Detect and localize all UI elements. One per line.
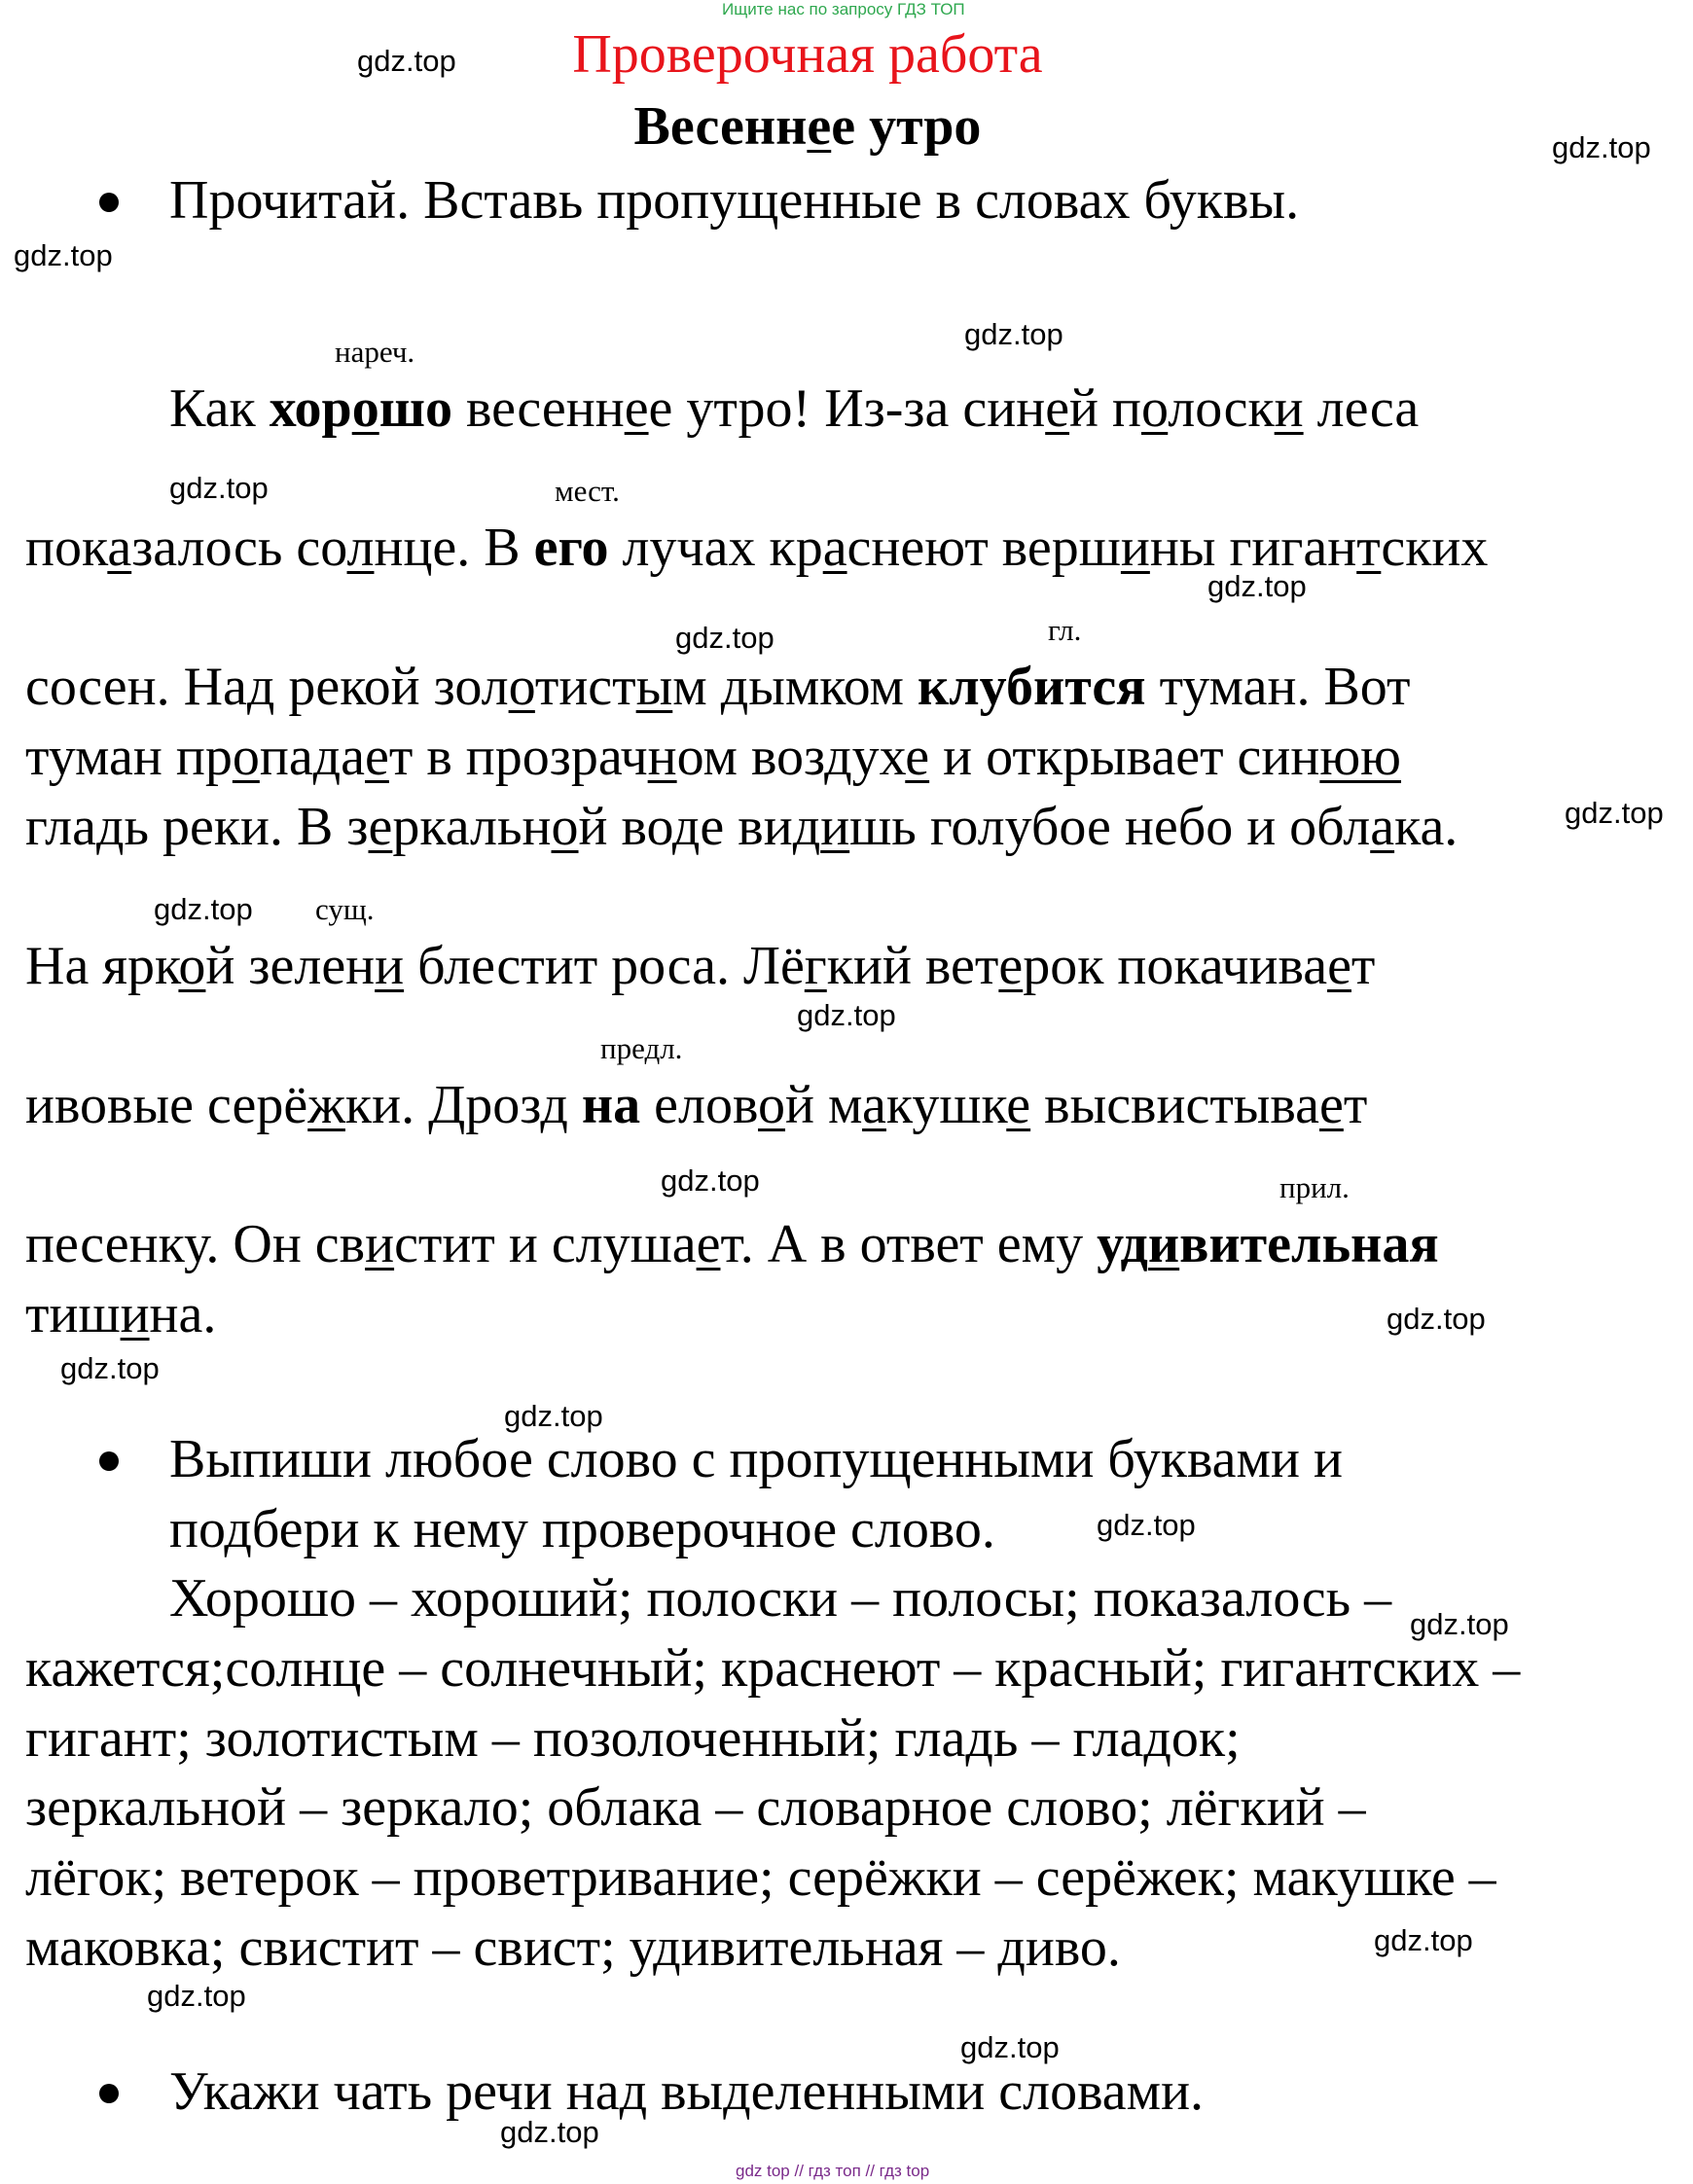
watermark: gdz.top: [500, 2115, 599, 2149]
watermark: gdz.top: [1565, 796, 1664, 830]
story-line: сосен. Над рекой золотистым дымком клубится туман. Вот: [25, 657, 1411, 717]
story-line: туман пропадает в прозрачном воздухе и открывает синюю: [25, 727, 1402, 787]
watermark: gdz.top: [1207, 569, 1307, 603]
watermark: gdz.top: [60, 1351, 160, 1385]
task-2: подбери к нему проверочное слово.: [169, 1499, 995, 1559]
watermark: gdz.top: [1097, 1508, 1196, 1542]
watermark: gdz.top: [1387, 1302, 1486, 1336]
watermark: gdz.top: [960, 2030, 1060, 2064]
watermark: gdz.top: [169, 471, 269, 505]
story-line: Как хорошо весеннее утро! Из-за синей полоски леса: [169, 378, 1420, 439]
top-banner: Ищите нас по запросу ГДЗ ТОП: [722, 0, 965, 18]
pos-label: нареч.: [335, 335, 415, 369]
bullet-icon: [99, 1451, 119, 1471]
answer-line: маковка; свистит – свист; удивительная – диво.: [25, 1917, 1121, 1978]
watermark: gdz.top: [675, 621, 774, 655]
watermark: gdz.top: [154, 892, 253, 926]
watermark: gdz.top: [661, 1164, 760, 1198]
pos-label: предл.: [600, 1031, 683, 1065]
story-line: На яркой зелени блестит роса. Лёгкий ветерок покачивает: [25, 936, 1376, 996]
story-line: ивовые серёжки. Дрозд на еловой макушке высвистывает: [25, 1075, 1368, 1135]
bullet-icon: [99, 193, 119, 212]
watermark: gdz.top: [797, 998, 896, 1032]
story-line: тишина.: [25, 1284, 217, 1344]
story-line: гладь реки. В зеркальной воде видишь голубое небо и облака.: [25, 797, 1459, 857]
answer-line: кажется;солнце – солнечный; краснеют – красный; гигантских –: [25, 1638, 1521, 1699]
text-subtitle: Весеннее утро: [633, 96, 982, 157]
bullet-icon: [99, 2084, 119, 2103]
task-3: Укажи чать речи над выделенными словами.: [169, 2061, 1205, 2122]
watermark: gdz.top: [14, 238, 113, 272]
watermark: gdz.top: [1552, 130, 1651, 164]
pos-label: сущ.: [315, 892, 375, 926]
answer-line: лёгок; ветерок – проветривание; серёжки – серёжек; макушке –: [25, 1847, 1496, 1908]
pos-label: гл.: [1048, 613, 1082, 647]
answer-line: Хорошо – хороший; полоски – полосы; показалось –: [169, 1568, 1392, 1629]
story-line: песенку. Он свистит и слушает. А в ответ ему удивительная: [25, 1214, 1439, 1274]
watermark: gdz.top: [964, 317, 1063, 351]
page-title: Проверочная работа: [572, 24, 1043, 85]
watermark: gdz.top: [147, 1979, 246, 2013]
task-2: Выпиши любое слово с пропущенными буквами и: [169, 1429, 1343, 1489]
task-1: Прочитай. Вставь пропущенные в словах буквы.: [169, 170, 1300, 231]
watermark: gdz.top: [357, 44, 456, 78]
watermark: gdz.top: [504, 1399, 603, 1433]
story-line: показалось солнце. В его лучах краснеют вершины гигантских: [25, 518, 1489, 578]
watermark: gdz.top: [1410, 1607, 1509, 1641]
pos-label: мест.: [555, 474, 620, 508]
pos-label: прил.: [1279, 1170, 1350, 1204]
answer-line: гигант; золотистым – позолоченный; гладь – гладок;: [25, 1708, 1241, 1769]
answer-line: зеркальной – зеркало; облака – словарное слово; лёгкий –: [25, 1777, 1366, 1838]
footer: gdz top // гдз топ // гдз top: [736, 2162, 930, 2180]
watermark: gdz.top: [1374, 1923, 1473, 1957]
